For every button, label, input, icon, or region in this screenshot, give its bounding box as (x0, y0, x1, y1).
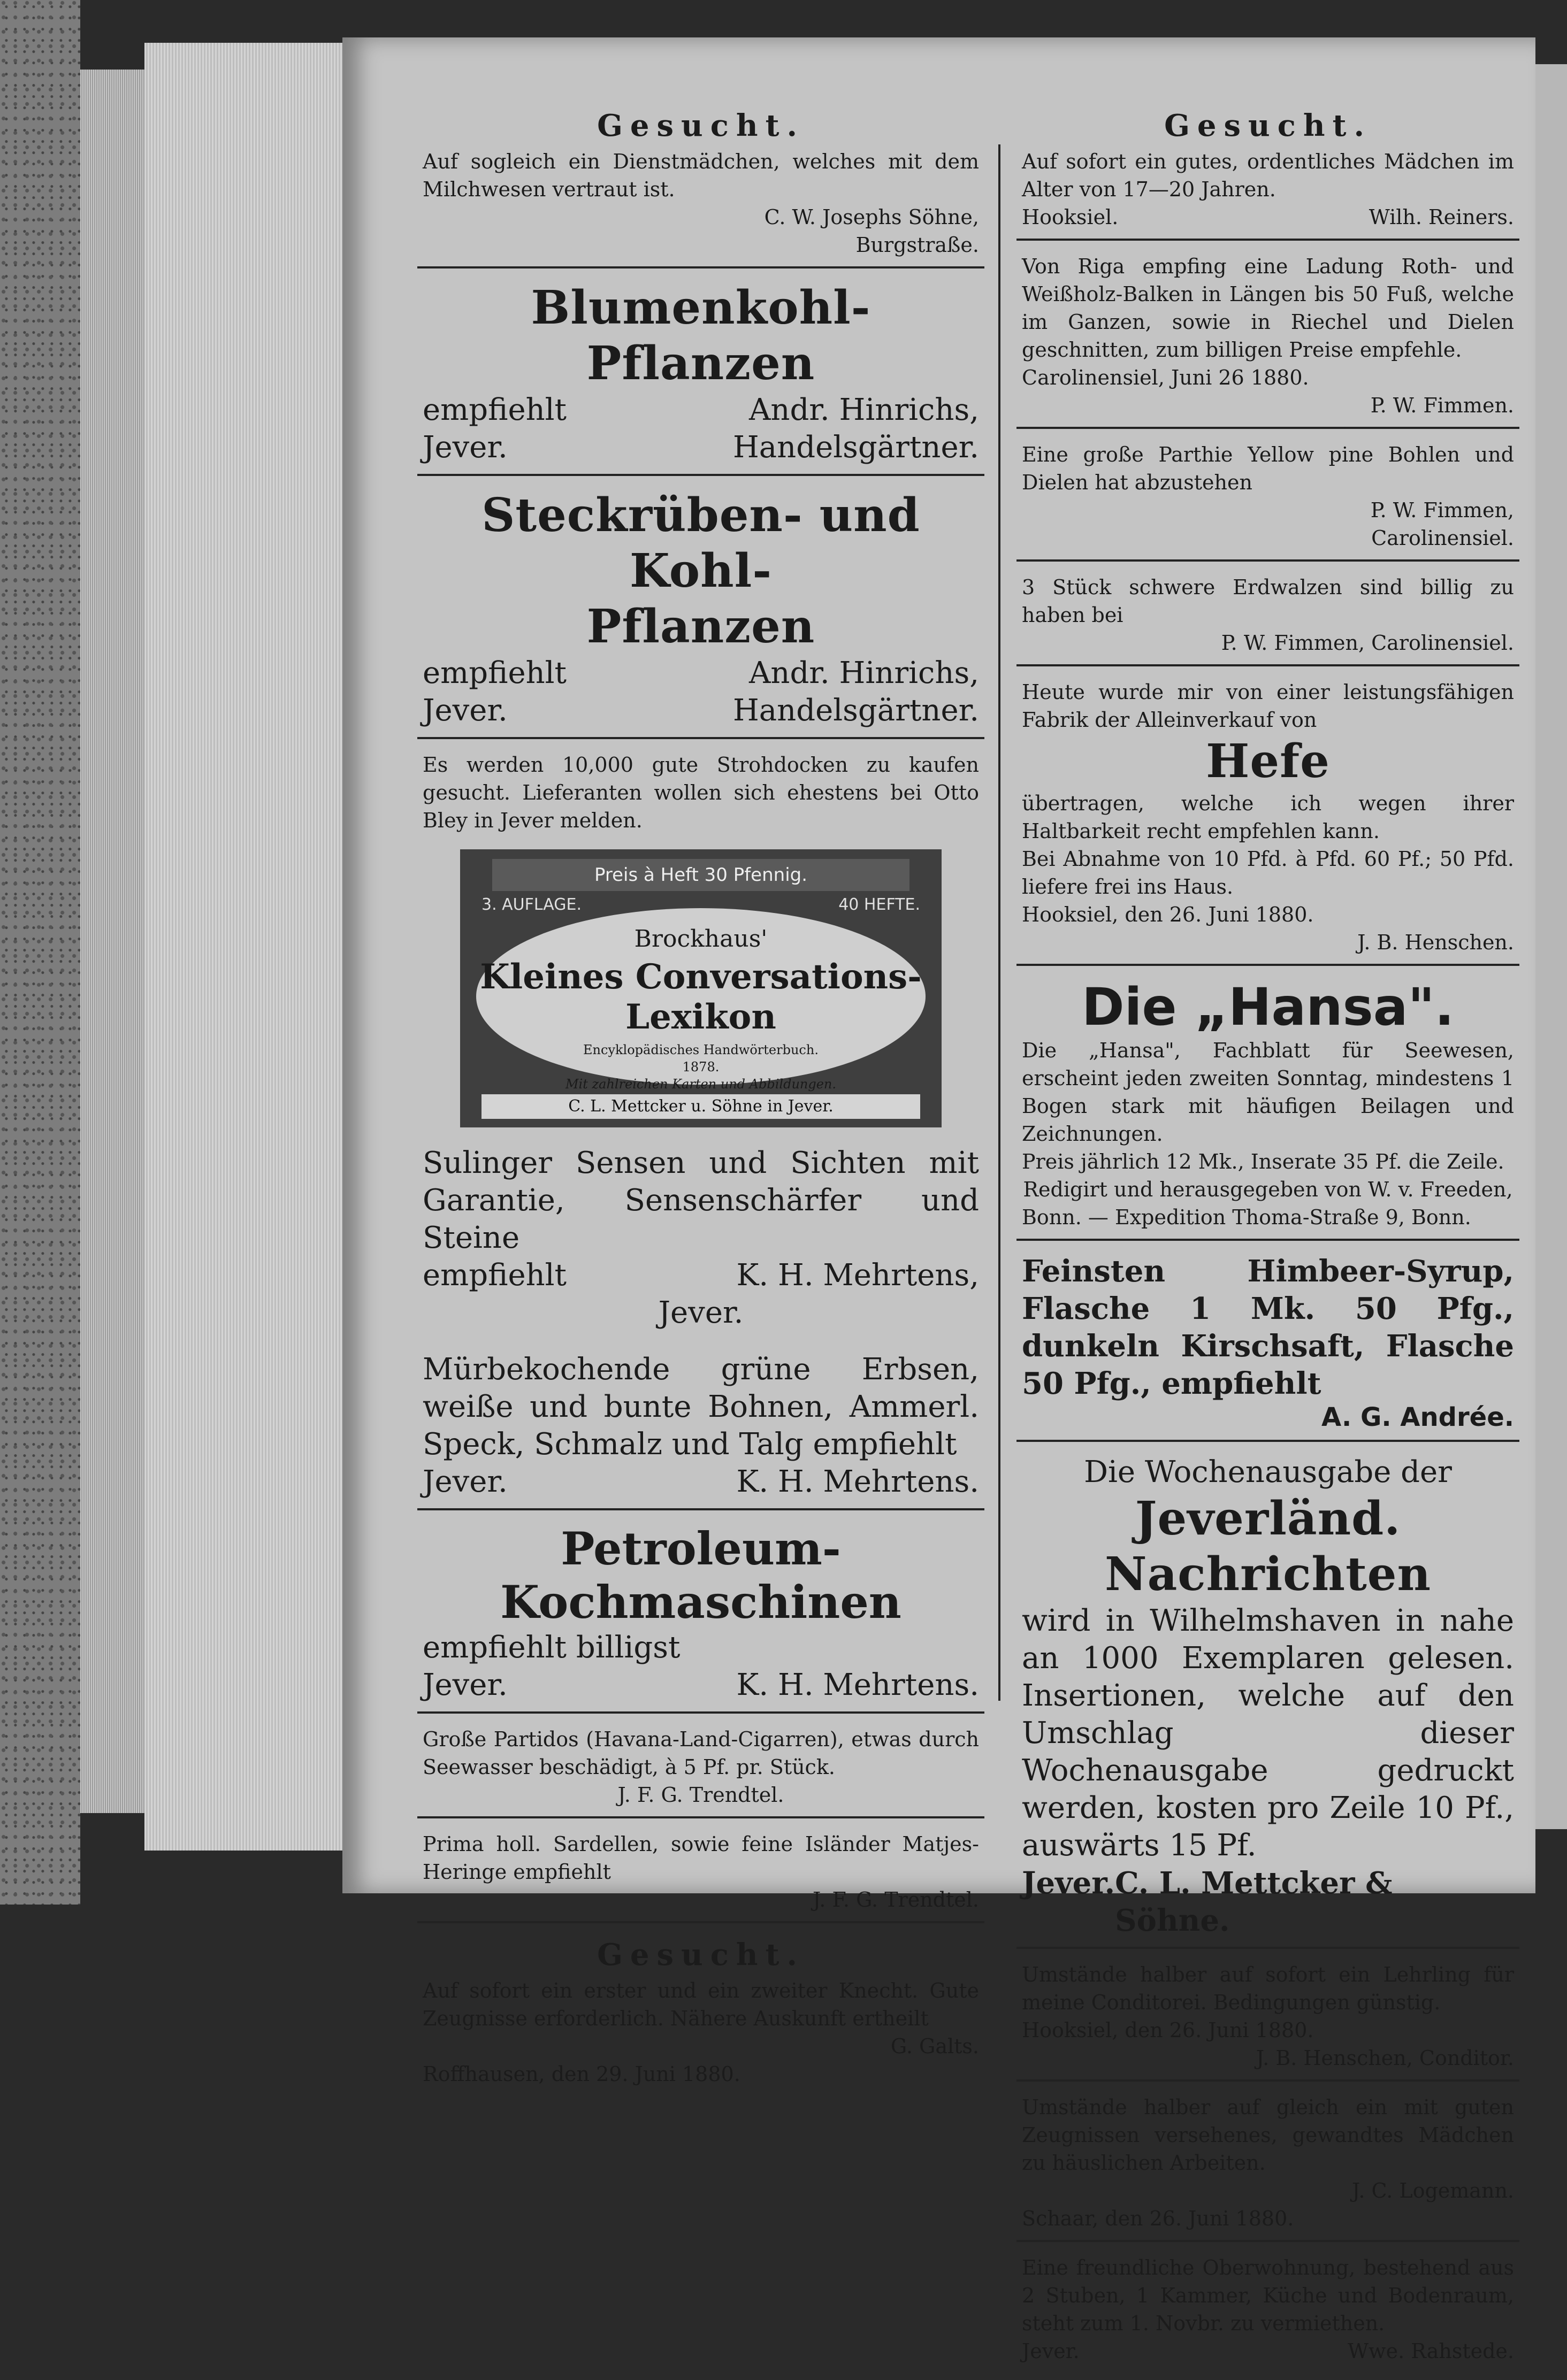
right-column (1016, 102, 1519, 2380)
ad-signature: K. H. Mehrtens. (736, 1668, 979, 1702)
ad-text: Es werden 10,000 gute Strohdocken zu kaufen gesucht. Lieferanten wollen sich ehestens bei Otto Bley in Jever melden. (423, 753, 979, 832)
ad-maedchen-arbeiten (1016, 2089, 1519, 2242)
ad-text-left: empfiehlt (423, 1258, 567, 1293)
ad-sulinger-sensen (417, 1140, 984, 1339)
ad-editor: Redigirt und herausgegeben von W. v. Freeden, (1023, 1178, 1513, 1201)
ad-wochenausgabe (1016, 1449, 1519, 1949)
issues-label: 40 HEFTE. (838, 895, 920, 914)
ad-petroleum (417, 1518, 984, 1714)
ad-date: Roffhausen, den 29. Juni 1880. (423, 2062, 740, 2086)
ad-text: Umstände halber auf gleich ein mit guten Zeugnissen versehenes, gewandtes Mädchen zu häuslichen Arbeiten. (1022, 2095, 1514, 2175)
ad-text: Eine große Parthie Yellow pine Bohlen und Dielen hat abzustehen (1022, 443, 1514, 494)
ad-text: Große Partidos (Havana-Land-Cigarren), etwas durch Seewasser beschädigt, à 5 Pf. pr. Stück. (423, 1728, 979, 1779)
ad-sardellen (417, 1826, 984, 1923)
ad-price: Preis jährlich 12 Mk., Inserate 35 Pf. die Zeile. (1022, 1150, 1504, 1173)
ad-text-2: übertragen, welche ich wegen ihrer Haltbarkeit recht empfehlen kann. (1022, 792, 1514, 843)
ad-place: Jever. (423, 693, 508, 728)
ad-place: Jever. (423, 1668, 508, 1702)
ad-date: Hooksiel, den 26. Juni 1880. (1022, 903, 1314, 926)
ad-title-line2: Pflanzen (586, 600, 815, 654)
ad-signature: C. W. Josephs Söhne, (764, 205, 979, 229)
ad-heading: Gesucht. (597, 1937, 805, 1972)
ad-expedition: Bonn. — Expedition Thoma-Straße 9, Bonn. (1022, 1206, 1471, 1229)
ad-signature: P. W. Fimmen, (1370, 498, 1514, 522)
ad-signature: J. F. G. Trendtel. (813, 1888, 979, 1911)
book-year: 1878. (682, 1060, 720, 1074)
ad-hefe (1016, 674, 1519, 966)
ad-signature: G. Galts. (890, 2034, 979, 2058)
ad-title: Hefe (1206, 734, 1330, 788)
ad-text: Sulinger Sensen und Sichten mit Garantie, Sensenschärfer und Steine (423, 1146, 979, 1255)
ad-riga-holz (1016, 248, 1519, 429)
ad-title: Die „Hansa". (1081, 977, 1455, 1037)
title-oval (476, 908, 926, 1092)
ad-text: Umstände halber auf sofort ein Lehrling für meine Conditorei. Bedingungen günstig. (1022, 1963, 1514, 2014)
ad-signature: A. G. Andrée. (1321, 1402, 1514, 1432)
column-divider (998, 144, 1000, 1701)
left-column (417, 102, 984, 2103)
ad-profession: Handelsgärtner. (732, 430, 979, 465)
ad-place: Hooksiel. (1022, 205, 1119, 229)
ad-erbsen (417, 1347, 984, 1510)
ad-himbeer-syrup (1016, 1248, 1519, 1442)
ad-place: Jever. (658, 1295, 744, 1330)
ad-text: Mürbekochende grüne Erbsen, weiße und bunte Bohnen, Ammerl. Speck, Schmalz und Talg empfiehlt (423, 1352, 979, 1462)
book-spine (0, 0, 80, 1905)
ad-text: Auf sofort ein gutes, ordentliches Mädchen im Alter von 17—20 Jahren. (1022, 150, 1514, 201)
ad-gesucht-knecht (417, 1931, 984, 2095)
ad-erdwalzen (1016, 569, 1519, 666)
ad-lehrling (1016, 1956, 1519, 2082)
price-banner: Preis à Heft 30 Pfennig. (492, 859, 909, 891)
ad-signature: K. H. Mehrtens. (736, 1464, 979, 1499)
ad-yellow-pine (1016, 436, 1519, 562)
ad-text: Die „Hansa", Fachblatt für Seewesen, erscheint jeden zweiten Sonntag, mindestens 1 Bogen stark mit häufigen Beilagen und Zeichnungen. (1022, 1039, 1514, 1146)
ad-signature: K. H. Mehrtens, (736, 1258, 979, 1293)
ad-place: Jever. (423, 430, 508, 465)
ad-text-3: Bei Abnahme von 10 Pfd. à Pfd. 60 Pf.; 50 Pfd. liefere frei ins Haus. (1022, 847, 1514, 899)
ad-signature: P. W. Fimmen. (1370, 394, 1514, 417)
ad-oberwohnung (1016, 2250, 1519, 2373)
ad-title: Blumenkohl-Pflanzen (531, 281, 871, 390)
ad-date: Schaar, den 26. Juni 1880. (1022, 2207, 1294, 2230)
ad-text: Auf sogleich ein Dienstmädchen, welches mit dem Milchwesen vertraut ist. (423, 150, 979, 201)
ad-text: Feinsten Himbeer-Syrup, Flasche 1 Mk. 50 Pfg., dunkeln Kirschsaft, Flasche 50 Pfg., empfiehlt (1022, 1254, 1514, 1401)
ad-profession: Handelsgärtner. (732, 693, 979, 728)
ad-title: Petroleum-Kochmaschinen (500, 1522, 901, 1629)
book-subtitle: Encyklopädisches Handwörterbuch. (583, 1042, 819, 1057)
edition-label: 3. AUFLAGE. (481, 895, 582, 914)
ad-gesucht-maedchen (1016, 102, 1519, 241)
ad-place: Jever. (1022, 1865, 1115, 1901)
ad-title: Jeverländ. Nachrichten (1104, 1492, 1432, 1601)
book-note: Mit zahlreichen Karten und Abbildungen. (565, 1077, 837, 1092)
book-edge (80, 70, 144, 1813)
ad-signature: C. L. Mettcker & Söhne. (1115, 1865, 1393, 1938)
ad-text-left: empfiehlt (423, 656, 567, 690)
ad-date: Carolinensiel, Juni 26 1880. (1022, 366, 1309, 389)
ad-place: Jever. (1022, 2339, 1080, 2363)
ad-hansa (1016, 973, 1519, 1241)
ad-text-left: empfiehlt (423, 393, 567, 427)
ad-signature: J. B. Henschen, Conditor. (1256, 2046, 1514, 2070)
ad-place: Jever. (423, 1464, 508, 1499)
ad-strohdocken (417, 747, 984, 842)
ad-text: 3 Stück schwere Erdwalzen sind billig zu haben bei (1022, 575, 1514, 627)
ad-partidos (417, 1721, 984, 1818)
ad-heading: Gesucht. (1164, 108, 1372, 143)
ad-text: wird in Wilhelmshaven in nahe an 1000 Exemplaren gelesen. Insertionen, welche auf den Umschlag dieser Wochenausgabe gedruckt werden, kosten pro Zeile 10 Pf., auswärts 15 Pf. (1022, 1603, 1514, 1863)
ad-signature-place: Carolinensiel. (1371, 526, 1514, 550)
ad-text: Von Riga empfing eine Ladung Roth- und Weißholz-Balken in Längen bis 50 Fuß, welche im Ganzen, sowie in Riechel und Dielen geschnitten, zum billigen Preise empfehle. (1022, 255, 1514, 362)
ad-steckrueben (417, 483, 984, 739)
next-page-edge (1535, 64, 1567, 1829)
ad-date: Hooksiel, den 26. Juni 1880. (1022, 2018, 1314, 2042)
ad-intro: Die Wochenausgabe der (1084, 1455, 1452, 1490)
ad-blumenkohl (417, 276, 984, 476)
ad-signature: J. C. Logemann. (1352, 2179, 1514, 2202)
seller-footer: C. L. Mettcker u. Söhne in Jever. (481, 1094, 920, 1119)
book-title: Kleines Conversations-Lexikon (480, 957, 922, 1037)
ad-heading: Gesucht. (597, 108, 805, 143)
ad-signature-street: Burgstraße. (855, 233, 979, 257)
page-stack (144, 43, 358, 1851)
ad-text: Eine freundliche Oberwohnung, bestehend aus 2 Stuben, 1 Kammer, Küche und Bodenraum, steht zum 1. Novbr. zu vermiethen. (1022, 2256, 1514, 2335)
ad-text: Prima holl. Sardellen, sowie feine Isländer Matjes-Heringe empfiehlt (423, 1832, 979, 1884)
brockhaus-lexikon-ad (460, 849, 942, 1127)
ad-text: Heute wurde mir von einer leistungsfähigen Fabrik der Alleinverkauf von (1022, 680, 1514, 732)
ad-signature: Andr. Hinrichs, (748, 393, 979, 427)
ad-signature: P. W. Fimmen, Carolinensiel. (1221, 631, 1514, 655)
ad-signature: Wilh. Reiners. (1369, 205, 1514, 229)
ad-gesucht-dienstmaedchen (417, 102, 984, 268)
ad-text: empfiehlt billigst (423, 1630, 681, 1665)
ad-signature: J. F. G. Trendtel. (617, 1783, 784, 1807)
ad-signature: Andr. Hinrichs, (748, 656, 979, 690)
publisher-name: Brockhaus' (634, 925, 768, 953)
ad-signature: Wwe. Rahstede. (1348, 2339, 1514, 2363)
ad-signature: J. B. Henschen. (1357, 931, 1514, 954)
ad-title-line1: Steckrüben- und Kohl- (481, 488, 920, 598)
ad-text: Auf sofort ein erster und ein zweiter Knecht. Gute Zeugnisse erforderlich. Nähere Auskunft ertheilt (423, 1979, 979, 2030)
